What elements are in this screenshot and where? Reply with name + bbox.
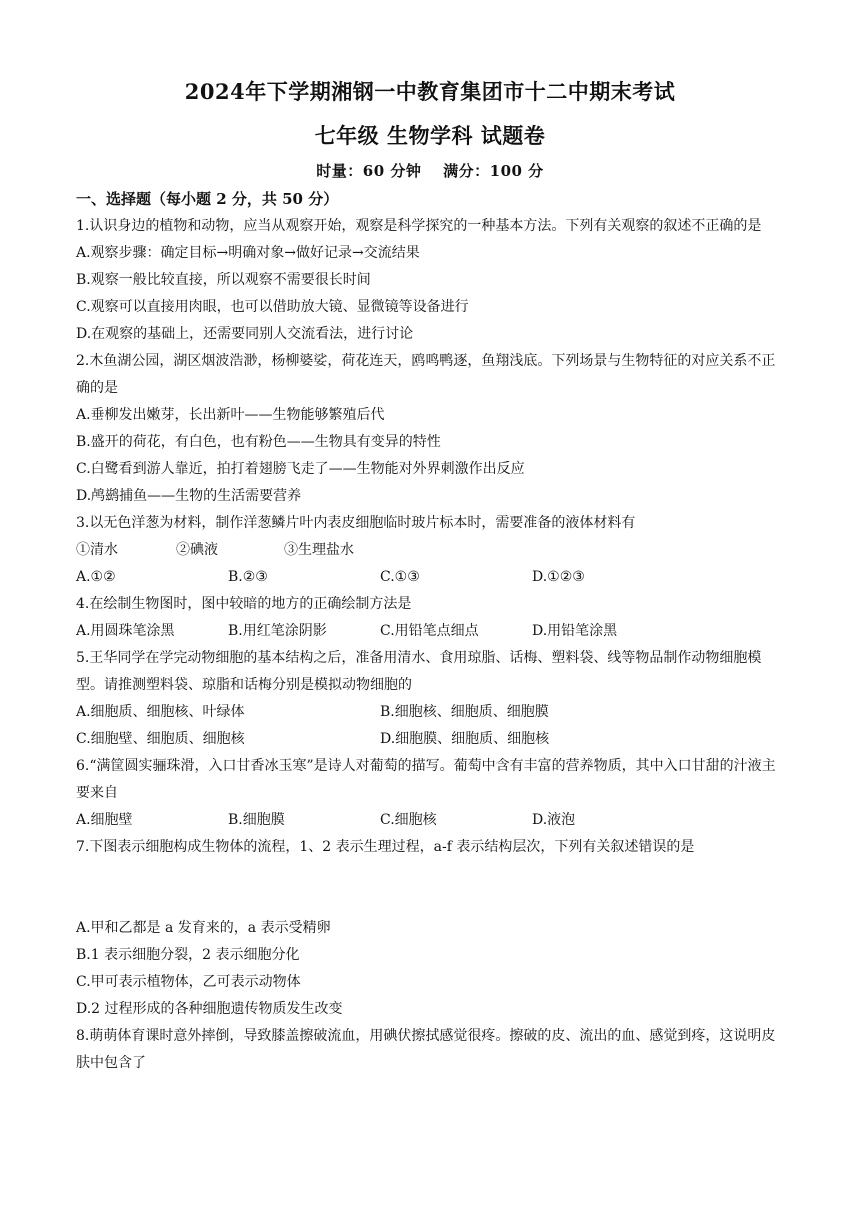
question-3-materials	[76, 537, 788, 564]
question-2-option-a: A.垂柳发出嫩芽，长出新叶——生物能够繁殖后代	[76, 407, 385, 423]
question-2-stem: 2.木鱼湖公园，湖区烟波浩渺，杨柳婆娑，荷花连天，鸥鸣鸭逐，鱼翔浅底。下列场景与生物特征的对应关系不正确的是	[76, 353, 776, 396]
question-3-material-1: ①清水	[76, 542, 118, 558]
question-6-option-a: A.细胞壁	[76, 812, 133, 828]
question-5-stem: 5.王华同学在学完动物细胞的基本结构之后，准备用清水、食用琼脂、话梅、塑料袋、线等物品制作动物细胞模型。请推测塑料袋、琼脂和话梅分别是模拟动物细胞的	[76, 650, 762, 693]
question-5-option-a: A.细胞质、细胞核、叶绿体	[76, 704, 245, 720]
question-2-option-b: B.盛开的荷花，有白色，也有粉色——生物具有变异的特性	[76, 434, 441, 450]
question-4-options	[76, 618, 788, 645]
section-heading: 一、选择题（每小题 2 分，共 50 分）	[76, 190, 339, 208]
question-6-option-c: C.细胞核	[380, 812, 437, 828]
exam-time-score	[0, 160, 860, 181]
question-7-stem: 7.下图表示细胞构成生物体的流程，1、2 表示生理过程，a-f 表示结构层次，下列有关叙述错误的是	[76, 839, 695, 855]
exam-score: 满分：100 分	[443, 162, 544, 180]
question-5-options-row1	[76, 699, 788, 726]
question-5-options-row2	[76, 726, 788, 753]
question-7-figure-area	[76, 861, 788, 915]
question-4-option-a: A.用圆珠笔涂黑	[76, 623, 175, 639]
question-6-option-d: D.液泡	[532, 812, 576, 828]
exam-content	[76, 186, 788, 1077]
question-4-stem: 4.在绘制生物图时，图中较暗的地方的正确绘制方法是	[76, 596, 412, 612]
exam-time: 时量：60 分钟	[316, 162, 422, 180]
question-6-options	[76, 807, 788, 834]
question-1-option-a: A.观察步骤：确定目标→明确对象→做好记录→交流结果	[76, 245, 420, 261]
question-3-option-b: B.②③	[228, 569, 268, 585]
question-3-stem: 3.以无色洋葱为材料，制作洋葱鳞片叶内表皮细胞临时玻片标本时，需要准备的液体材料有	[76, 515, 636, 531]
question-3-material-2: ②碘液	[176, 542, 218, 558]
question-6-stem: 6.“满筐圆实骊珠滑，入口甘香冰玉寒”是诗人对葡萄的描写。葡萄中含有丰富的营养物质，其中入口甘甜的汁液主要来自	[76, 758, 776, 801]
question-2-option-c: C.白鹭看到游人靠近，拍打着翅膀飞走了——生物能对外界刺激作出反应	[76, 461, 525, 477]
question-3-options	[76, 564, 788, 591]
question-4-option-c: C.用铅笔点细点	[380, 623, 479, 639]
question-7-option-d: D.2 过程形成的各种细胞遗传物质发生改变	[76, 1001, 343, 1017]
question-5-option-c: C.细胞壁、细胞质、细胞核	[76, 731, 245, 747]
question-4-option-d: D.用铅笔涂黑	[532, 623, 618, 639]
question-8-stem: 8.萌萌体育课时意外摔倒，导致膝盖擦破流血，用碘伏擦拭感觉很疼。擦破的皮、流出的血、感觉到疼，这说明皮肤中包含了	[76, 1028, 776, 1071]
question-7-option-b: B.1 表示细胞分裂，2 表示细胞分化	[76, 947, 300, 963]
question-2-option-d: D.鸬鹚捕鱼——生物的生活需要营养	[76, 488, 302, 504]
question-1-option-b: B.观察一般比较直接，所以观察不需要很长时间	[76, 272, 371, 288]
exam-subtitle: 七年级 生物学科 试题卷	[314, 123, 546, 148]
question-6-option-b: B.细胞膜	[228, 812, 285, 828]
question-3-material-3: ③生理盐水	[284, 542, 354, 558]
question-3-option-a: A.①②	[76, 569, 116, 585]
question-5-option-b: B.细胞核、细胞质、细胞膜	[380, 704, 549, 720]
question-7-option-c: C.甲可表示植物体，乙可表示动物体	[76, 974, 301, 990]
question-3-option-c: C.①③	[380, 569, 420, 585]
question-1-option-d: D.在观察的基础上，还需要同别人交流看法，进行讨论	[76, 326, 414, 342]
question-1-stem: 1.认识身边的植物和动物，应当从观察开始，观察是科学探究的一种基本方法。下列有关观察的叙述不正确的是	[76, 218, 762, 234]
question-7-option-a: A.甲和乙都是 a 发育来的，a 表示受精卵	[76, 920, 331, 936]
exam-title: 2024年下学期湘钢一中教育集团市十二中期末考试	[184, 79, 676, 104]
question-1-option-c: C.观察可以直接用肉眼，也可以借助放大镜、显微镜等设备进行	[76, 299, 469, 315]
question-3-option-d: D.①②③	[532, 569, 585, 585]
question-5-option-d: D.细胞膜、细胞质、细胞核	[380, 731, 550, 747]
question-4-option-b: B.用红笔涂阴影	[228, 623, 327, 639]
